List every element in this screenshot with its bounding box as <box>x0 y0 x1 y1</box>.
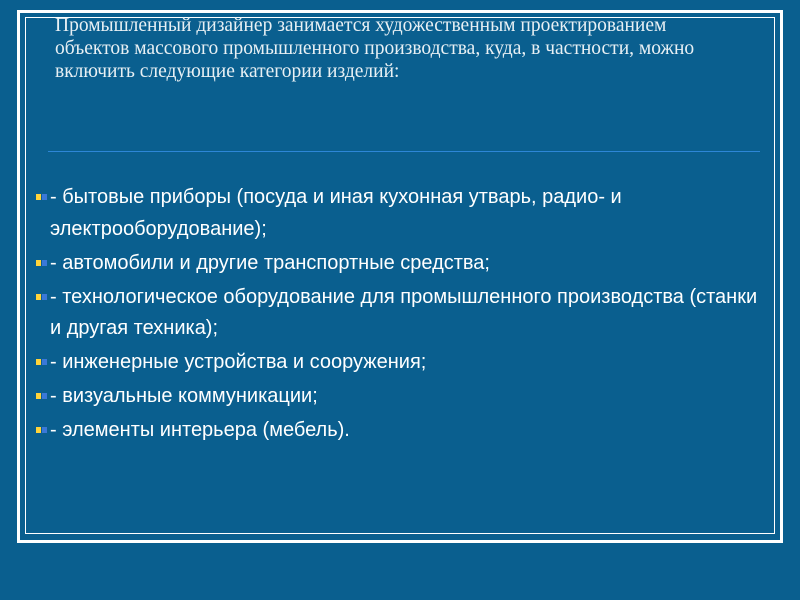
bullet-item <box>36 248 766 280</box>
bullet-item <box>36 282 766 345</box>
bullet-text: - технологическое оборудование для промышленного производства (станки и другая техника); <box>50 285 758 339</box>
bullet-text: - визуальные коммуникации; <box>50 385 318 407</box>
title-divider <box>48 151 760 152</box>
bullet-marker-icon <box>36 393 47 399</box>
bullet-marker-icon <box>36 359 47 365</box>
bullet-item <box>36 347 766 379</box>
bullet-list <box>36 182 766 449</box>
bullet-item <box>36 381 766 413</box>
bullet-item <box>36 182 766 245</box>
bullet-text: - бытовые приборы (посуда и иная кухонная утварь, радио- и электрооборудование); <box>50 186 622 240</box>
bullet-marker-icon <box>36 294 47 300</box>
bullet-marker-icon <box>36 194 47 200</box>
bullet-text: - автомобили и другие транспортные средства; <box>50 251 490 274</box>
bullet-text: - элементы интерьера (мебель). <box>50 419 350 441</box>
slide-title: Промышленный дизайнер занимается художественным проектированием объектов массового промышленного производства, куда, в частности, можно включить следующие категории изделий: <box>55 15 695 82</box>
bullet-marker-icon <box>36 427 47 433</box>
bullet-text: - инженерные устройства и сооружения; <box>50 351 427 373</box>
bullet-marker-icon <box>36 260 47 266</box>
bullet-item <box>36 415 766 447</box>
